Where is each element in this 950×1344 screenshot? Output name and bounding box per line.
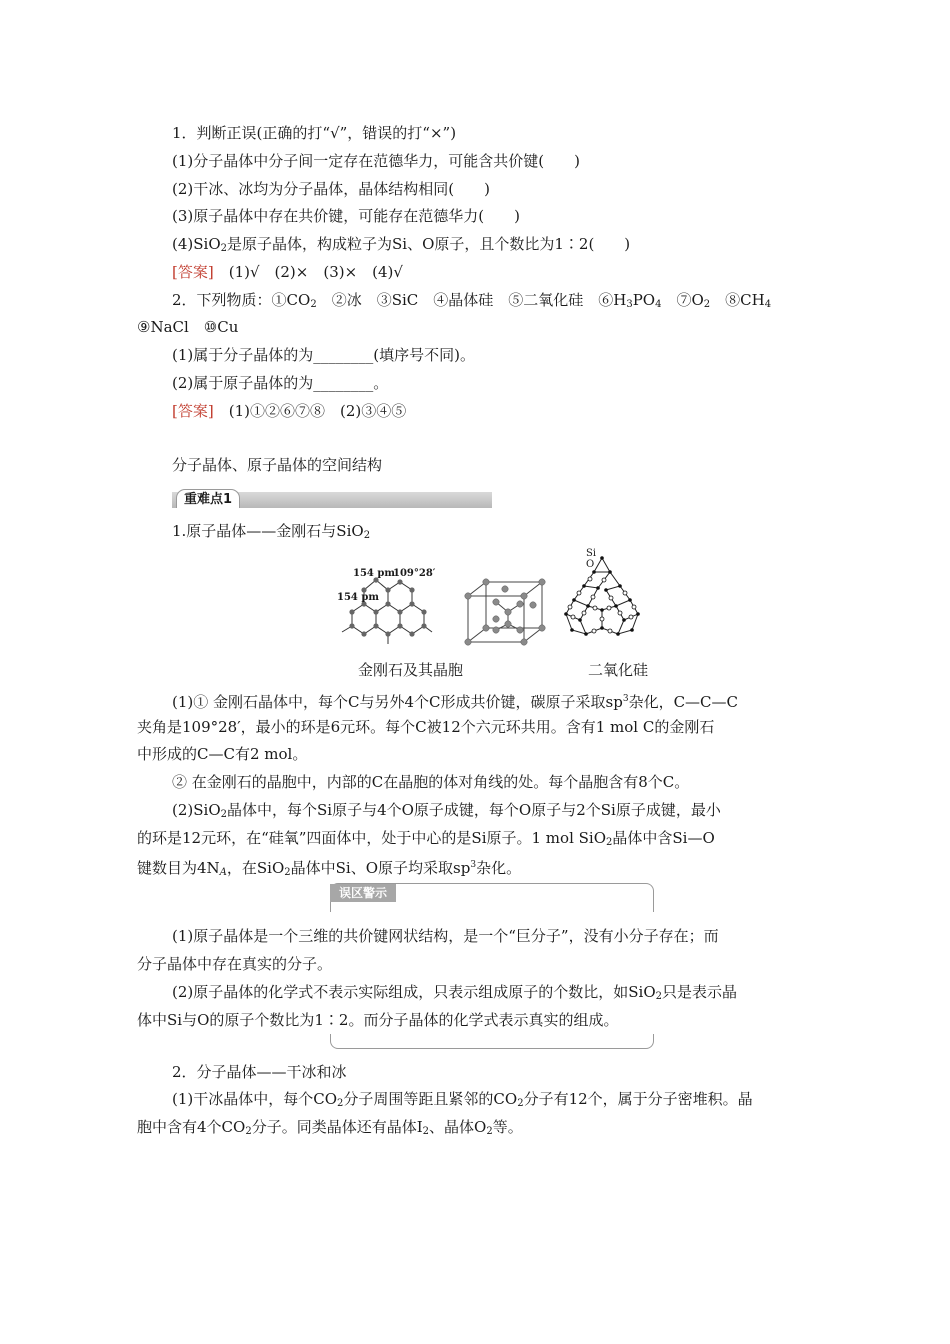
bond-angle-label: 109°28′ (393, 568, 436, 579)
q2-line-1: 2．下列物质：$①CO_2$ ②冰 ③SiC ④晶体硅 ⑤二氧化硅 $⑥H_3PO_4$ $⑦O_2$ $⑧CH_4$ (172, 291, 772, 310)
q2-item-1: (1)属于分子晶体的为________(填序号不同)。 (172, 346, 475, 364)
caption-diamond: 金刚石及其晶胞 (358, 661, 464, 679)
sio2-structure-figure (560, 548, 650, 648)
warning-line: 分子晶体中存在真实的分子。 (137, 955, 333, 973)
paragraph-line: 中形成的C—C有2 mol。 (137, 745, 308, 763)
o-label: O (586, 559, 595, 570)
warning-line: (1)原子晶体是一个三维的共价键网状结构，是一个“巨分子”，没有小分子存在；而 (172, 927, 719, 945)
caption-sio2: 二氧化硅 (588, 661, 649, 679)
paragraph-line: (1)干冰晶体中，每个$CO_2$分子周围等距且紧邻的$CO_2$分子有12个，属于分子密堆积。晶 (172, 1090, 753, 1109)
q2-item-2: (2)属于原子晶体的为________。 (172, 374, 389, 392)
banner-label: 重难点1 (176, 489, 240, 508)
paragraph-line: ② 在金刚石的晶胞中，内部的C在晶胞的体对角线的处。每个晶胞含有8个C。 (172, 773, 690, 791)
diamond-structure-figure (336, 568, 436, 648)
answer-label: [答案] (172, 263, 214, 281)
paragraph-line: 夹角是109°28′，最小的环是6元环。每个C被12个六元环共用。含有1 mol C的金刚石 (137, 718, 715, 736)
paragraph-line: (2)SiO$_2$晶体中，每个Si原子与4个O原子成键，每个O原子与2个Si原子成键，最小 (172, 801, 721, 820)
warning-line: (2)原子晶体的化学式不表示实际组成，只表示组成原子的个数比，如SiO$_2$只是表示晶 (172, 983, 738, 1002)
si-label: Si (586, 548, 597, 559)
bond-length-label: 154 pm (353, 568, 395, 579)
warning-label: 误区警示 (330, 884, 396, 902)
paragraph-line: (1)① 金刚石晶体中，每个C与另外4个C形成共价键，碳原子采取$sp^3$杂化，C—C—C (172, 693, 738, 711)
q2-answer: [答案] (1)①②⑥⑦⑧ (2)③④⑤ (172, 402, 407, 420)
part1-title: 1.原子晶体——金刚石与SiO$_2$ (172, 522, 371, 541)
q1-title: 1．判断正误(正确的打“√”，错误的打“×”) (172, 124, 457, 142)
paragraph-line: 的环是12元环，在“硅氧”四面体中，处于中心的是Si原子。1 mol SiO$_2$晶体中含Si—O (137, 829, 715, 848)
q1-item-1: (1)分子晶体中分子间一定存在范德华力，可能含共价键( ) (172, 152, 580, 170)
section-title: 分子晶体、原子晶体的空间结构 (172, 456, 383, 474)
answer-label: [答案] (172, 402, 214, 420)
q1-item-3: (3)原子晶体中存在共价键，可能存在范德华力( ) (172, 207, 520, 225)
warning-box-bottom (330, 1034, 654, 1049)
q1-item-4: (4)SiO$_2$是原子晶体，构成粒子为Si、O原子，且个数比为1∶2( ) (172, 235, 631, 254)
paragraph-line: 胞中含有4个$CO_2$分子。同类晶体还有晶体$I_2$、晶体$O_2$等。 (137, 1118, 523, 1137)
q2-line-2: ⑨NaCl ⑩Cu (137, 318, 239, 336)
part2-title: 2．分子晶体——干冰和冰 (172, 1063, 347, 1081)
bond-length-label: 154 pm (337, 592, 379, 603)
paragraph-line: 键数目为$4N_A$，在SiO$_2$晶体中Si、O原子均采取$sp^3$杂化。 (137, 859, 522, 878)
q1-answer: [答案] (1)√ (2)× (3)× (4)√ (172, 263, 403, 281)
key-point-banner (172, 489, 492, 509)
q1-item-2: (2)干冰、冰均为分子晶体，晶体结构相同( ) (172, 180, 490, 198)
warning-line: 体中Si与O的原子个数比为1∶2。而分子晶体的化学式表示真实的组成。 (137, 1011, 619, 1029)
diamond-unit-cell-figure (462, 578, 552, 648)
